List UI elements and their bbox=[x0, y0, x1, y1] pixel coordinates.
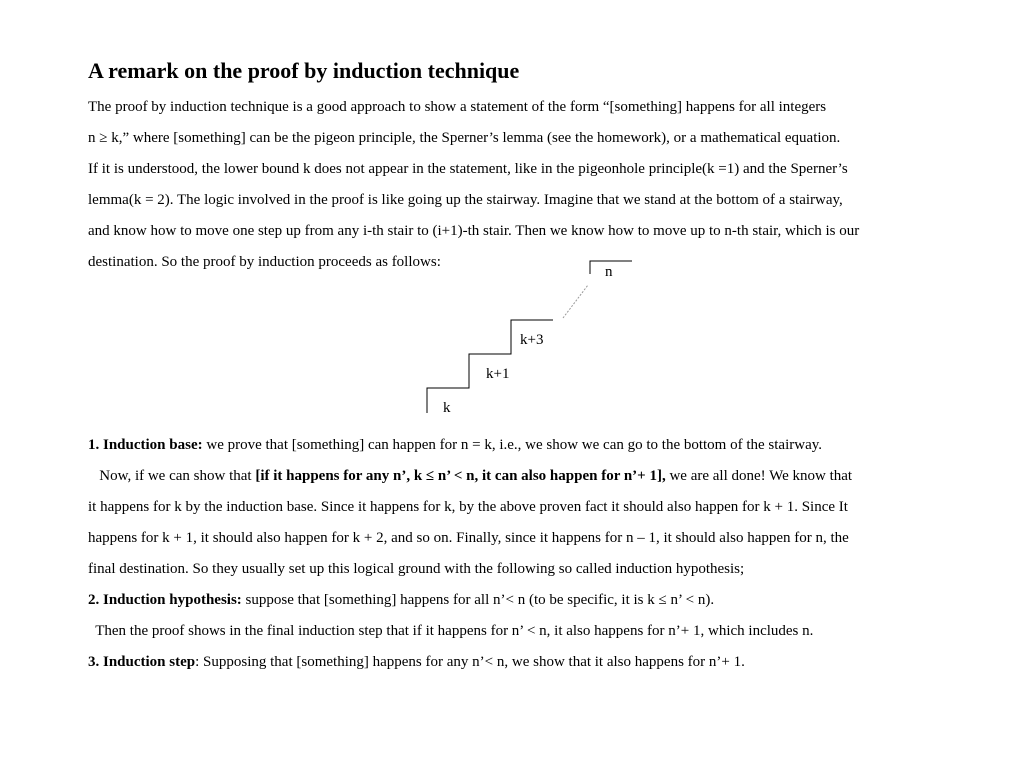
induction-base-text: we prove that [something] can happen for n = k, i.e., we show we can go to the bottom of the stairway. bbox=[202, 437, 823, 453]
intro-line: lemma(k = 2). The logic involved in the proof is like going up the stairway. Imagine that we stand at the bottom of a stairway, bbox=[88, 192, 843, 208]
intro-line: n ≥ k,” where [something] can be the pigeon principle, the Sperner’s lemma (see the homework), or a mathematical equation. bbox=[88, 130, 841, 146]
then-line: Then the proof shows in the final induction step that if it happens for n’ < n, it also happens for n’+ 1, which includes n. bbox=[88, 623, 814, 639]
stair-label-k3: k+3 bbox=[520, 332, 544, 348]
stair-label-k1: k+1 bbox=[486, 366, 510, 382]
middle-line: happens for k + 1, it should also happen for k + 2, and so on. Finally, since it happens for n – 1, it should also happen for n, the bbox=[88, 530, 849, 546]
intro-line: destination. So the proof by induction proceeds as follows: bbox=[88, 254, 441, 270]
induction-base-label: 1. Induction base: bbox=[88, 437, 203, 453]
middle-prefix: Now, if we can show that bbox=[88, 468, 256, 484]
induction-hypothesis-text: suppose that [something] happens for all n’< n (to be specific, it is k ≤ n’ < n). bbox=[241, 592, 715, 608]
middle-line: it happens for k by the induction base. Since it happens for k, by the above proven fact it should also happen for k + 1. Since It bbox=[88, 499, 848, 515]
intro-line: The proof by induction technique is a good approach to show a statement of the form “[something] happens for all integers bbox=[88, 99, 827, 115]
middle-bold: [if it happens for any n’, k ≤ n’ < n, it can also happen for n’+ 1], bbox=[255, 468, 666, 484]
intro-line: and know how to move one step up from any i-th stair to (i+1)-th stair. Then we know how to move up to n-th stair, which is our bbox=[88, 223, 860, 239]
induction-step-text: : Supposing that [something] happens for any n’< n, we show that it also happens for n’+ 1. bbox=[195, 654, 745, 670]
stair-label-k: k bbox=[443, 400, 451, 416]
stair-ellipsis bbox=[563, 285, 588, 318]
induction-hypothesis-label: 2. Induction hypothesis: bbox=[88, 592, 242, 608]
middle-line bbox=[88, 468, 852, 485]
stair-label-n: n bbox=[605, 264, 613, 280]
middle-suffix: we are all done! We know that bbox=[665, 468, 853, 484]
induction-step bbox=[88, 654, 745, 671]
induction-hypothesis bbox=[88, 592, 714, 609]
middle-line: final destination. So they usually set up this logical ground with the following so called induction hypothesis; bbox=[88, 561, 745, 577]
induction-step-label: 3. Induction step bbox=[88, 654, 196, 670]
page-title: A remark on the proof by induction technique bbox=[88, 58, 520, 83]
intro-line: If it is understood, the lower bound k does not appear in the statement, like in the pigeonhole principle(k =1) and the Sperner’s bbox=[88, 161, 848, 177]
induction-base bbox=[88, 437, 822, 454]
